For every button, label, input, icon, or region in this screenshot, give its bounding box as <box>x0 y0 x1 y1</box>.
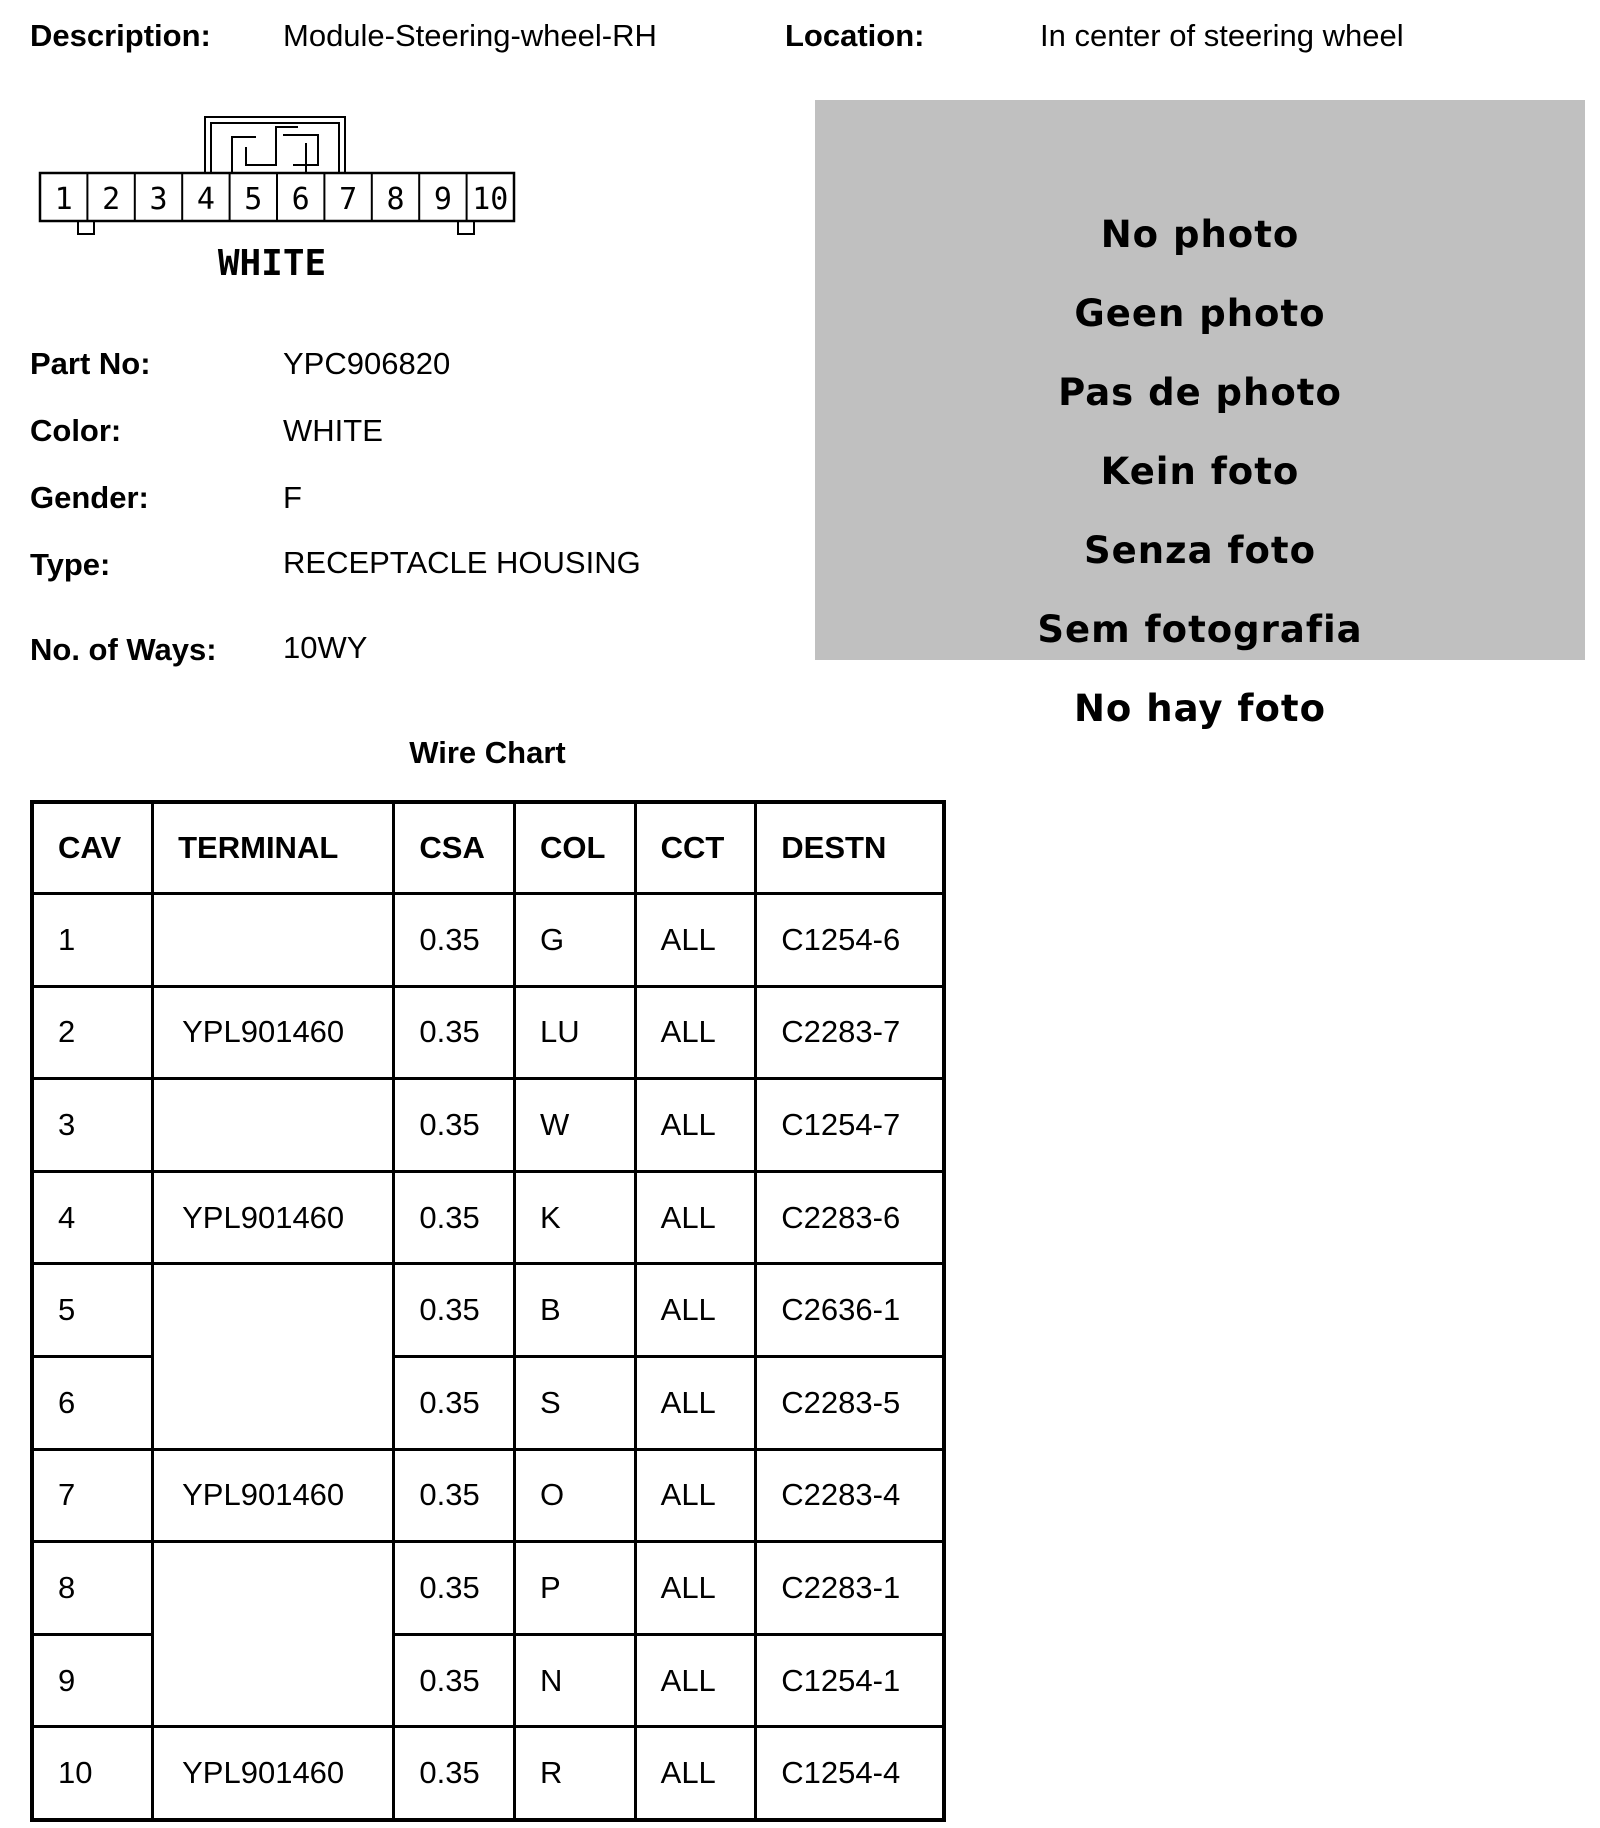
cell-destn: C1254-6 <box>756 894 944 987</box>
header-col: COL <box>515 802 636 894</box>
cell-terminal <box>153 1264 394 1449</box>
cell-col: B <box>515 1264 636 1357</box>
cell-cav: 6 <box>32 1356 153 1449</box>
photo-text-line: No hay foto <box>1073 687 1327 730</box>
cell-cct: ALL <box>635 1079 756 1172</box>
cell-csa: 0.35 <box>394 894 515 987</box>
pin-number: 8 <box>386 182 405 217</box>
cell-csa: 0.35 <box>394 1079 515 1172</box>
table-row <box>32 986 944 1079</box>
photo-text-line: No photo <box>1100 213 1300 256</box>
color-value: WHITE <box>283 413 383 448</box>
cell-destn: C2283-6 <box>756 1171 944 1264</box>
cell-cav: 1 <box>32 894 153 987</box>
cell-cav: 9 <box>32 1634 153 1727</box>
table-row <box>32 1542 944 1635</box>
cell-terminal <box>153 1542 394 1727</box>
cell-terminal: YPL901460 <box>153 1449 394 1542</box>
photo-text-line: Sem fotografia <box>1037 608 1363 651</box>
cell-destn: C1254-1 <box>756 1634 944 1727</box>
table-row <box>32 1264 944 1357</box>
pin-number: 5 <box>244 182 263 217</box>
table-row <box>32 1449 944 1542</box>
table-row <box>32 894 944 987</box>
wire-chart-table <box>30 800 946 1822</box>
cell-terminal <box>153 1079 394 1172</box>
color-label: Color: <box>30 413 122 448</box>
cell-destn: C1254-7 <box>756 1079 944 1172</box>
photo-text-line: Senza foto <box>1083 529 1317 572</box>
gender-value: F <box>283 480 302 515</box>
cell-terminal: YPL901460 <box>153 1171 394 1264</box>
pin-number: 7 <box>339 182 358 217</box>
cell-col: P <box>515 1542 636 1635</box>
cell-cav: 8 <box>32 1542 153 1635</box>
wire-chart-title: Wire Chart <box>409 735 566 770</box>
cell-cav: 7 <box>32 1449 153 1542</box>
part-no-label: Part No: <box>30 346 151 381</box>
cell-cct: ALL <box>635 1727 756 1820</box>
cell-col: G <box>515 894 636 987</box>
cell-destn: C2283-7 <box>756 986 944 1079</box>
cell-cct: ALL <box>635 1542 756 1635</box>
description-label: Description: <box>30 18 211 53</box>
header-cct: CCT <box>635 802 756 894</box>
cell-terminal: YPL901460 <box>153 1727 394 1820</box>
header-destn: DESTN <box>756 802 944 894</box>
cell-cct: ALL <box>635 894 756 987</box>
cell-terminal <box>153 894 394 987</box>
cell-csa: 0.35 <box>394 1264 515 1357</box>
cell-csa: 0.35 <box>394 1449 515 1542</box>
part-no-value: YPC906820 <box>283 346 451 381</box>
header-cav: CAV <box>32 802 153 894</box>
photo-text-line: Geen photo <box>1074 292 1326 335</box>
location-label: Location: <box>785 18 925 53</box>
cell-csa: 0.35 <box>394 1727 515 1820</box>
table-row <box>32 1727 944 1820</box>
cell-csa: 0.35 <box>394 1542 515 1635</box>
table-row <box>32 1171 944 1264</box>
cell-col: W <box>515 1079 636 1172</box>
type-label: Type: <box>30 547 111 582</box>
cell-csa: 0.35 <box>394 1356 515 1449</box>
cell-cav: 2 <box>32 986 153 1079</box>
cell-col: R <box>515 1727 636 1820</box>
cell-cav: 10 <box>32 1727 153 1820</box>
pin-number: 6 <box>291 182 310 217</box>
cell-cct: ALL <box>635 1356 756 1449</box>
pin-number: 9 <box>433 182 452 217</box>
cell-cav: 3 <box>32 1079 153 1172</box>
cell-terminal: YPL901460 <box>153 986 394 1079</box>
cell-destn: C2636-1 <box>756 1264 944 1357</box>
gender-label: Gender: <box>30 480 149 515</box>
pin-number: 2 <box>102 182 121 217</box>
cell-cct: ALL <box>635 1449 756 1542</box>
cell-col: K <box>515 1171 636 1264</box>
pin-number: 4 <box>196 182 215 217</box>
cell-cct: ALL <box>635 1634 756 1727</box>
cell-col: O <box>515 1449 636 1542</box>
photo-text-line: Pas de photo <box>1058 371 1342 414</box>
cell-col: S <box>515 1356 636 1449</box>
cell-destn: C2283-4 <box>756 1449 944 1542</box>
description-value: Module-Steering-wheel-RH <box>283 18 657 53</box>
cell-cct: ALL <box>635 1171 756 1264</box>
table-header-row <box>32 802 944 894</box>
header-terminal: TERMINAL <box>153 802 394 894</box>
cell-col: N <box>515 1634 636 1727</box>
header-csa: CSA <box>394 802 515 894</box>
cell-cav: 4 <box>32 1171 153 1264</box>
photo-placeholder <box>815 100 1585 730</box>
photo-text-line: Kein foto <box>1100 450 1300 493</box>
pin-number: 3 <box>149 182 168 217</box>
pin-number: 1 <box>54 182 73 217</box>
location-value: In center of steering wheel <box>1040 18 1404 53</box>
cell-destn: C2283-5 <box>756 1356 944 1449</box>
cell-cct: ALL <box>635 986 756 1079</box>
cell-cav: 5 <box>32 1264 153 1357</box>
ways-value: 10WY <box>283 630 368 665</box>
ways-label: No. of Ways: <box>30 632 217 667</box>
cell-destn: C2283-1 <box>756 1542 944 1635</box>
cell-col: LU <box>515 986 636 1079</box>
type-value: RECEPTACLE HOUSING <box>283 545 641 580</box>
table-row <box>32 1079 944 1172</box>
cell-csa: 0.35 <box>394 986 515 1079</box>
cell-cct: ALL <box>635 1264 756 1357</box>
pin-number: 10 <box>472 182 509 217</box>
cell-csa: 0.35 <box>394 1171 515 1264</box>
connector-color-label: WHITE <box>217 243 327 284</box>
connector-diagram <box>38 115 518 285</box>
cell-destn: C1254-4 <box>756 1727 944 1820</box>
cell-csa: 0.35 <box>394 1634 515 1727</box>
